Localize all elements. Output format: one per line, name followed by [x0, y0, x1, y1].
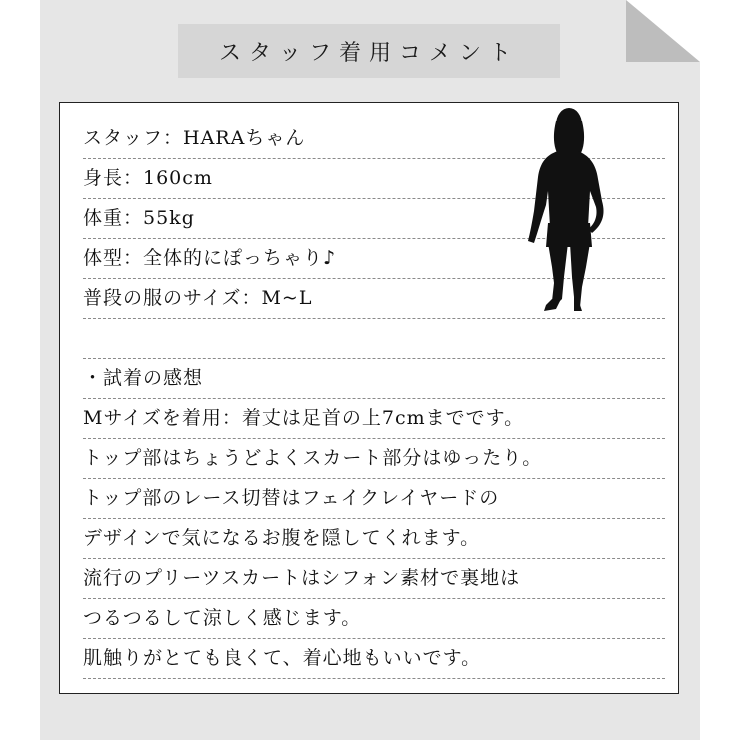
- staff-silhouette-icon: [522, 107, 616, 313]
- weight-line: 体重：55kg: [83, 199, 665, 239]
- impression-heading: ・試着の感想: [83, 359, 665, 399]
- comment-line-7: 肌触りがとても良くて、着心地もいいです。: [83, 639, 665, 679]
- height-line: 身長：160cm: [83, 159, 665, 199]
- usual-size-line: 普段の服のサイズ：M~L: [83, 279, 665, 319]
- blank-line: [83, 319, 665, 359]
- page-corner-fold: [626, 0, 700, 62]
- page-title: スタッフ着用コメント: [218, 40, 519, 66]
- comment-line-4: デザインで気になるお腹を隠してくれます。: [83, 519, 665, 559]
- body-type-line: 体型：全体的にぽっちゃり♪: [83, 239, 665, 279]
- comment-line-1: Mサイズを着用：着丈は足首の上7cmまでです。: [83, 399, 665, 439]
- comment-card: [59, 102, 679, 694]
- staff-name-line: スタッフ：HARAちゃん: [83, 119, 665, 159]
- comment-line-6: つるつるして涼しく感じます。: [83, 599, 665, 639]
- comment-line-2: トップ部はちょうどよくスカート部分はゆったり。: [83, 439, 665, 479]
- title-box: [178, 24, 560, 78]
- comment-line-3: トップ部のレース切替はフェイクレイヤードの: [83, 479, 665, 519]
- comment-line-5: 流行のプリーツスカートはシフォン素材で裏地は: [83, 559, 665, 599]
